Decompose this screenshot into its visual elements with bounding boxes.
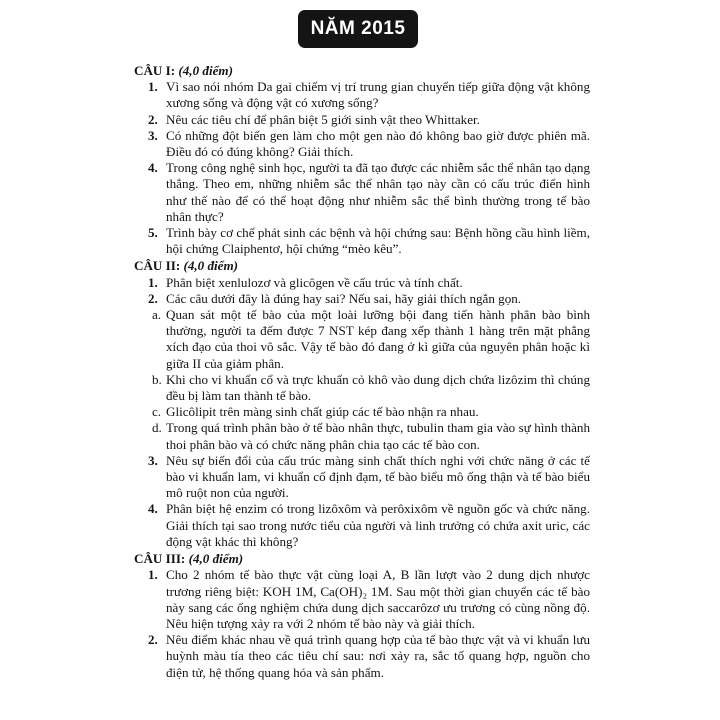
question-item: 2. Nêu các tiêu chí để phân biệt 5 giới sinh vật theo Whittaker.: [148, 111, 480, 127]
question-item: 3. Có những đột biến gen làm cho một gen nào đó không bao giờ được phiên mã. Điều đó có đúng không? Giải thích.: [148, 127, 590, 160]
question-item: 2. Nêu điểm khác nhau về quá trình quang hợp của tế bào thực vật và vi khuẩn lưu huỳnh màu tía theo các tiêu chí sau: nơi xảy ra, sắc tố quang hợp, nguồn cho điện tử, hệ thống quang hóa và sản phẩm.: [148, 632, 590, 680]
question-item: 2. Các câu dưới đây là đúng hay sai? Nếu sai, hãy giải thích ngắn gọn.: [148, 290, 522, 306]
sub-question-item: d. Trong quá trình phân bào ở tế bào nhân thực, tubulin tham gia vào sự hình thành thoi phân bào và có chức năng phân chia tạo các tế bào con.: [152, 420, 590, 452]
section-heading: CÂU I: (4,0 điểm): [134, 63, 233, 78]
question-item: 5. Trình bày cơ chế phát sinh các bệnh và hội chứng sau: Bệnh hồng cầu hình liềm, hội chứng Claiphentơ, hội chứng “mèo kêu”.: [148, 225, 590, 257]
section-heading: CÂU III: (4,0 điểm): [134, 551, 244, 567]
question-item: 1. Phân biệt xenlulozơ và glicôgen về cấu trúc và tính chất.: [148, 274, 463, 290]
section-heading: CÂU II: (4,0 điểm): [134, 258, 239, 274]
year-banner: [298, 10, 418, 48]
exam-content: [134, 62, 590, 681]
sub-question-item: a. Quan sát một tế bào của một loài lưỡng bội đang tiến hành phân bào bình thường, người ta đếm được 7 NST kép đang xếp thành 1 hàng trên mặt phẳng xích đạo của thoi vô sắc. Vậy tế bào đó đang ở kì giữa của nguyên phân hoặc kì giữa II của giảm phân.: [152, 307, 590, 371]
year-title: NĂM 2015: [310, 18, 406, 39]
question-item: 1. Vì sao nói nhóm Da gai chiếm vị trí trung gian chuyển tiếp giữa động vật không xương sống và động vật có xương sống?: [148, 79, 590, 111]
question-item: 3. Nêu sự biến đổi của cấu trúc màng sinh chất thích nghi với chức năng ở các tế bào vi khuẩn lam, vi khuẩn cố định đạm, tế bào biểu mô ống thận và tế bào biểu mô ruột non của người.: [148, 452, 590, 501]
question-item: 4. Trong công nghệ sinh học, người ta đã tạo được các nhiễm sắc thể nhân tạo dạng thẳng. Theo em, những nhiễm sắc thể nhân tạo này cần có cấu trúc điển hình như thế nào để có thể hoạt động như nhiễm sắc thể bình thường trong tế bào nhân thực?: [148, 160, 590, 224]
question-item: 1. Cho 2 nhóm tế bào thực vật cùng loại A, B lần lượt vào 2 dung dịch nhược trương riêng biệt: KOH 1M, Ca(OH)₂ 1M. Sau một thời gian chuyển các tế bào này sang các ống nghiệm chứa dung dịch saccarôzơ ưu trương có cùng nồng độ. Nêu hiện tượng xảy ra với 2 nhóm tế bào này và giải thích.: [148, 567, 590, 631]
question-item: 4. Phân biệt hệ enzim có trong lizôxôm và perôxixôm về nguồn gốc và chức năng. Giải thích tại sao trong nước tiểu của người và linh trưởng có chứa axit uric, các động vật khác thì không?: [148, 501, 590, 549]
sub-question-item: b. Khi cho vi khuẩn cổ và trực khuẩn cỏ khô vào dung dịch chứa lizôzim thì chúng đều bị làm tan thành tế bào.: [152, 371, 590, 404]
sub-question-item: c. Glicôlipit trên màng sinh chất giúp các tế bào nhận ra nhau.: [152, 404, 479, 420]
